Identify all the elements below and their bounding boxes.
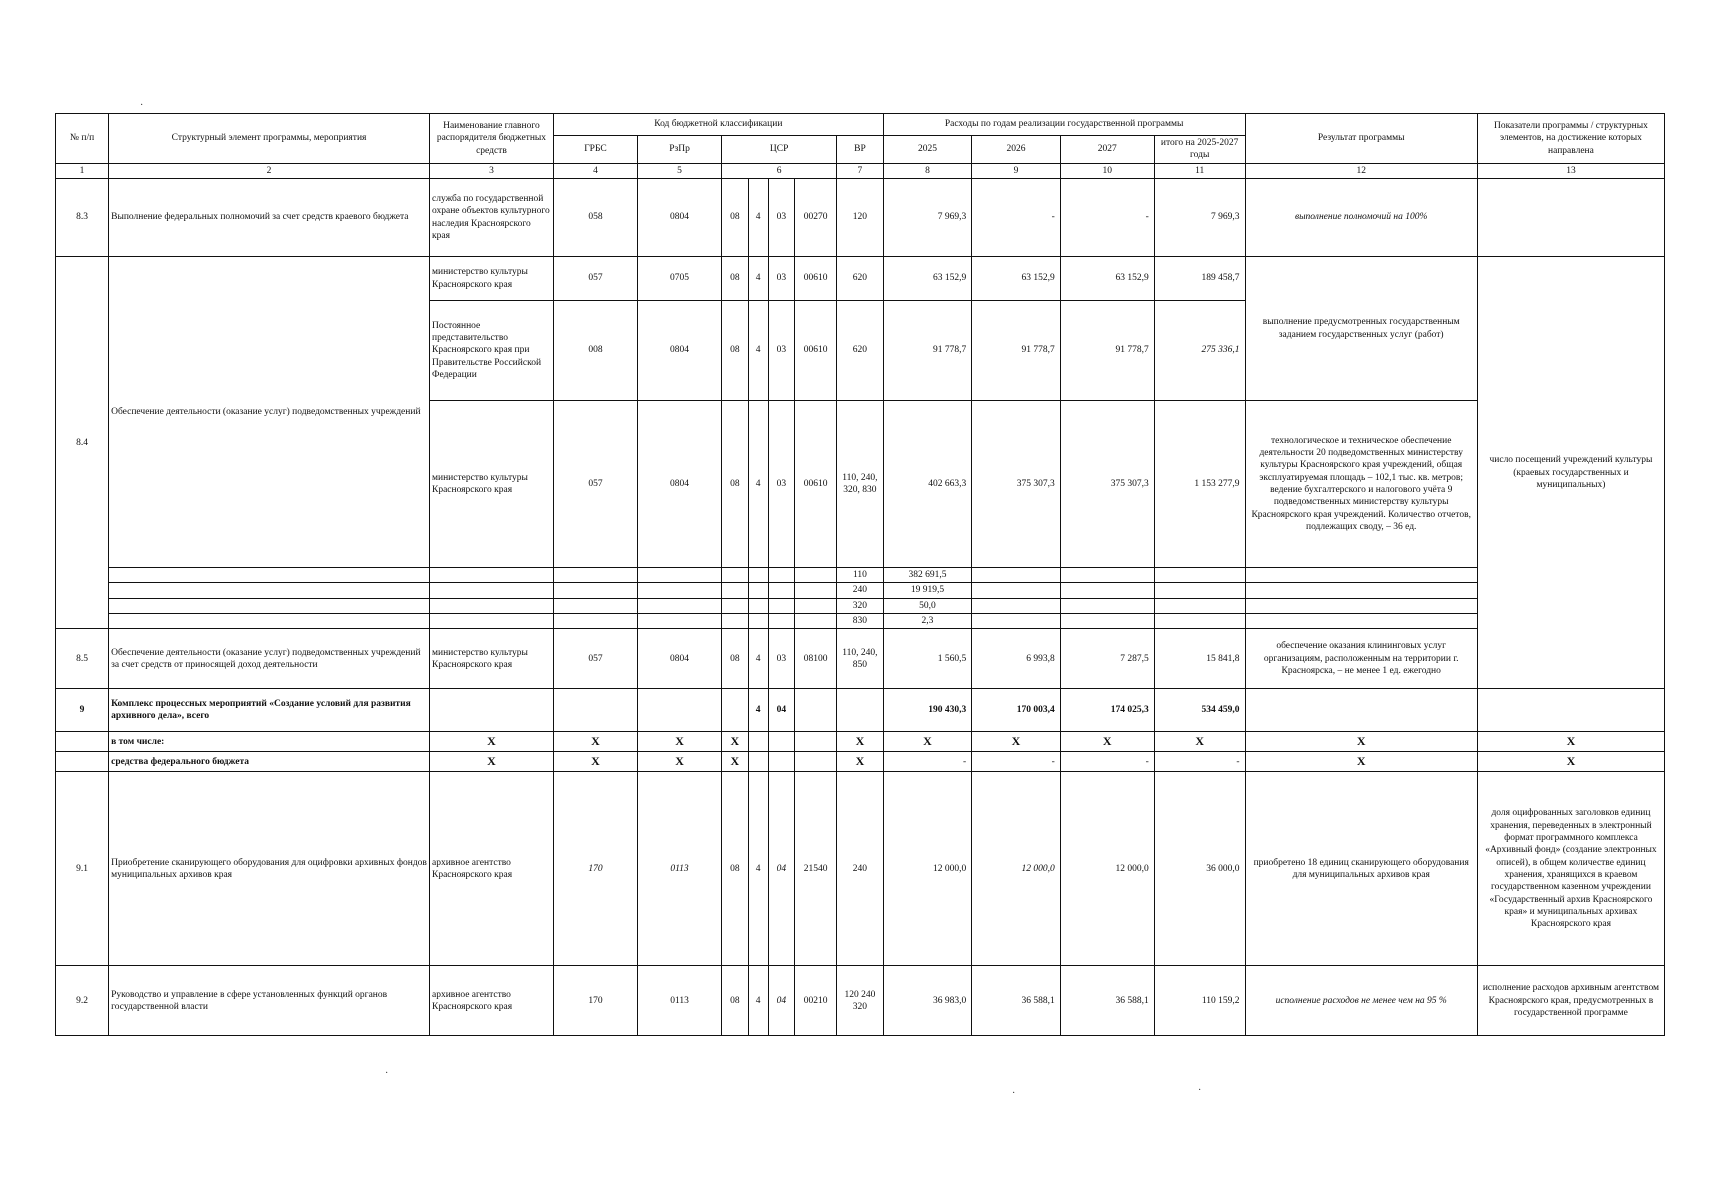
empty-cell: [1154, 614, 1245, 629]
empty-cell: [1060, 614, 1154, 629]
empty-cell: [1245, 583, 1477, 598]
x-mark: X: [1477, 732, 1664, 752]
col-number: 4: [553, 163, 637, 178]
amount-2026: -: [972, 752, 1061, 772]
empty-cell: [768, 598, 795, 613]
empty-cell: [638, 568, 722, 583]
empty-cell: [795, 614, 837, 629]
csr-part: 08: [722, 772, 749, 966]
col-vr-header: ВР: [837, 136, 884, 164]
amount-2025: -: [883, 752, 972, 772]
empty-cell: [56, 752, 109, 772]
amount-2025: 382 691,5: [883, 568, 972, 583]
csr-part: 4: [748, 179, 768, 257]
x-mark: X: [638, 732, 722, 752]
element-name: Руководство и управление в сфере установленных функций органов государственной власти: [109, 966, 430, 1036]
csr-part: 00610: [795, 301, 837, 401]
rzpr-code: 0804: [638, 179, 722, 257]
empty-cell: [56, 732, 109, 752]
rzpr-code: 0804: [638, 629, 722, 689]
empty-cell: [553, 689, 637, 732]
rzpr-code: 0113: [638, 966, 722, 1036]
col-number: 8: [883, 163, 972, 178]
empty-cell: [795, 689, 837, 732]
x-mark: X: [553, 752, 637, 772]
csr-part: 08: [722, 629, 749, 689]
amount-total: 15 841,8: [1154, 629, 1245, 689]
x-mark: X: [1154, 732, 1245, 752]
col-number: 1: [56, 163, 109, 178]
amount-2025: 1 560,5: [883, 629, 972, 689]
breakdown-row: [56, 583, 1665, 598]
program-result: исполнение расходов не менее чем на 95 %: [1245, 966, 1477, 1036]
empty-cell: [109, 583, 430, 598]
amount-2025: 91 778,7: [883, 301, 972, 401]
grbs-code: 057: [553, 257, 637, 301]
table-row: [56, 179, 1665, 257]
amount-2026: 12 000,0: [972, 772, 1061, 966]
program-indicator: доля оцифрованных заголовков единиц хранения, переведенных в электронный формат программного комплекса «Архивный фонд» (создание электронных описей), в общем количестве единиц хранения, хранящихся в краевом государственном казенном учреждении «Государственный архив Красноярского края» и муниципальных архивах Красноярского края: [1477, 772, 1664, 966]
grbs-code: 058: [553, 179, 637, 257]
program-result: выполнение полномочий на 100%: [1245, 179, 1477, 257]
manager-name: Постоянное представительство Красноярского края при Правительстве Российской Федерации: [429, 301, 553, 401]
amount-2027: -: [1060, 179, 1154, 257]
manager-name: архивное агентство Красноярского края: [429, 966, 553, 1036]
empty-cell: [109, 614, 430, 629]
amount-2025: 12 000,0: [883, 772, 972, 966]
amount-2027: -: [1060, 752, 1154, 772]
col-number: 12: [1245, 163, 1477, 178]
vr-code: 240: [837, 772, 884, 966]
program-result: приобретено 18 единиц сканирующего оборудования для муниципальных архивов края: [1245, 772, 1477, 966]
element-name: средства федерального бюджета: [109, 752, 430, 772]
csr-part: 4: [748, 301, 768, 401]
element-name: Выполнение федеральных полномочий за счет средств краевого бюджета: [109, 179, 430, 257]
amount-total: 275 336,1: [1154, 301, 1245, 401]
empty-cell: [795, 568, 837, 583]
csr-part: 00210: [795, 966, 837, 1036]
table-row: [56, 966, 1665, 1036]
empty-cell: [795, 583, 837, 598]
amount-total: -: [1154, 752, 1245, 772]
amount-total: 7 969,3: [1154, 179, 1245, 257]
expenses-header: Расходы по годам реализации государственной программы: [883, 114, 1245, 136]
amount-2025: 19 919,5: [883, 583, 972, 598]
empty-cell: [795, 752, 837, 772]
grbs-code: 057: [553, 401, 637, 568]
empty-cell: [429, 598, 553, 613]
x-mark: X: [837, 752, 884, 772]
col-element-header: Структурный элемент программы, мероприятия: [109, 114, 430, 164]
empty-cell: [722, 583, 749, 598]
scan-mark: ·: [385, 1068, 389, 1079]
csr-part: 08: [722, 301, 749, 401]
amount-2026: 63 152,9: [972, 257, 1061, 301]
indicator-cell: [1477, 179, 1664, 257]
budget-table: [55, 113, 1665, 1036]
col-num-header: № п/п: [56, 114, 109, 164]
empty-cell: [1060, 568, 1154, 583]
manager-name: министерство культуры Красноярского края: [429, 629, 553, 689]
amount-total: 1 153 277,9: [1154, 401, 1245, 568]
empty-cell: [722, 598, 749, 613]
empty-cell: [429, 614, 553, 629]
vr-code: 110, 240, 850: [837, 629, 884, 689]
x-mark: X: [429, 732, 553, 752]
element-name: Комплекс процессных мероприятий «Создание условий для развития архивного дела», всего: [109, 689, 430, 732]
empty-cell: [768, 614, 795, 629]
element-name: Обеспечение деятельности (оказание услуг) подведомственных учреждений за счет средств от приносящей доход деятельности: [109, 629, 430, 689]
empty-cell: [1154, 583, 1245, 598]
vr-code: 830: [837, 614, 884, 629]
col-2026-header: 2026: [972, 136, 1061, 164]
col-grbs-header: ГРБС: [553, 136, 637, 164]
csr-part: 04: [768, 689, 795, 732]
col-number: 6: [722, 163, 837, 178]
col-number: 13: [1477, 163, 1664, 178]
element-name: в том числе:: [109, 732, 430, 752]
amount-2027: 12 000,0: [1060, 772, 1154, 966]
amount-2025: 190 430,3: [883, 689, 972, 732]
empty-cell: [748, 732, 768, 752]
rzpr-code: 0804: [638, 401, 722, 568]
x-mark: X: [429, 752, 553, 772]
x-mark: X: [722, 752, 749, 772]
csr-part: 4: [748, 629, 768, 689]
amount-2025: 50,0: [883, 598, 972, 613]
row-number: 9.2: [56, 966, 109, 1036]
col-gr-header: Наименование главного распорядителя бюджетных средств: [429, 114, 553, 164]
empty-cell: [1154, 598, 1245, 613]
col-number: 10: [1060, 163, 1154, 178]
empty-cell: [429, 568, 553, 583]
col-number: 3: [429, 163, 553, 178]
empty-cell: [795, 598, 837, 613]
csr-part: 04: [768, 772, 795, 966]
empty-cell: [1245, 568, 1477, 583]
empty-cell: [429, 689, 553, 732]
amount-total: 534 459,0: [1154, 689, 1245, 732]
column-number-row: [56, 163, 1665, 178]
empty-cell: [638, 614, 722, 629]
empty-cell: [768, 568, 795, 583]
empty-cell: [768, 732, 795, 752]
csr-part: 03: [768, 301, 795, 401]
col-result-header: Результат программы: [1245, 114, 1477, 164]
table-row: [56, 732, 1665, 752]
vr-code: 240: [837, 583, 884, 598]
empty-cell: [638, 689, 722, 732]
amount-total: 189 458,7: [1154, 257, 1245, 301]
vr-code: 110, 240, 320, 830: [837, 401, 884, 568]
x-mark: X: [553, 732, 637, 752]
empty-cell: [1245, 614, 1477, 629]
col-number: 7: [837, 163, 884, 178]
empty-cell: [553, 598, 637, 613]
col-number: 5: [638, 163, 722, 178]
program-result: обеспечение оказания клининговых услуг организациям, расположенным на территории г. Красноярска, – не менее 1 ед. ежегодно: [1245, 629, 1477, 689]
amount-2026: 36 588,1: [972, 966, 1061, 1036]
csr-part: 00610: [795, 401, 837, 568]
csr-part: 03: [768, 629, 795, 689]
amount-2027: 7 287,5: [1060, 629, 1154, 689]
x-mark: X: [722, 732, 749, 752]
table-row: [56, 689, 1665, 732]
amount-total: 36 000,0: [1154, 772, 1245, 966]
empty-cell: [109, 598, 430, 613]
row-number: 8.3: [56, 179, 109, 257]
empty-cell: [972, 583, 1061, 598]
vr-code: 110: [837, 568, 884, 583]
empty-cell: [553, 614, 637, 629]
col-2025-header: 2025: [883, 136, 972, 164]
col-number: 2: [109, 163, 430, 178]
amount-2027: 174 025,3: [1060, 689, 1154, 732]
empty-cell: [768, 583, 795, 598]
csr-part: 4: [748, 689, 768, 732]
col-csr-header: ЦСР: [722, 136, 837, 164]
empty-cell: [972, 614, 1061, 629]
col-number: 11: [1154, 163, 1245, 178]
x-mark: X: [837, 732, 884, 752]
scan-mark: ·: [1012, 1088, 1016, 1099]
rzpr-code: 0804: [638, 301, 722, 401]
amount-2026: 375 307,3: [972, 401, 1061, 568]
col-total-header: итого на 2025-2027 годы: [1154, 136, 1245, 164]
amount-2027: 36 588,1: [1060, 966, 1154, 1036]
amount-2025: 63 152,9: [883, 257, 972, 301]
empty-cell: [722, 689, 749, 732]
empty-cell: [748, 752, 768, 772]
empty-cell: [638, 583, 722, 598]
manager-name: министерство культуры Красноярского края: [429, 257, 553, 301]
empty-cell: [1245, 598, 1477, 613]
row-number: 8.5: [56, 629, 109, 689]
csr-part: 03: [768, 257, 795, 301]
empty-cell: [553, 568, 637, 583]
grbs-code: 170: [553, 772, 637, 966]
row-number: 8.4: [56, 257, 109, 629]
x-mark: X: [972, 732, 1061, 752]
col-rzpr-header: РзПр: [638, 136, 722, 164]
empty-cell: [748, 614, 768, 629]
csr-part: 21540: [795, 772, 837, 966]
empty-cell: [768, 752, 795, 772]
table-row: [56, 772, 1665, 966]
empty-cell: [1060, 583, 1154, 598]
x-mark: X: [1245, 732, 1477, 752]
vr-code: 620: [837, 257, 884, 301]
element-name: Приобретение сканирующего оборудования для оцифровки архивных фондов муниципальных архивов края: [109, 772, 430, 966]
empty-cell: [638, 598, 722, 613]
empty-cell: [429, 583, 553, 598]
x-mark: X: [638, 752, 722, 772]
row-number: 9.1: [56, 772, 109, 966]
empty-cell: [748, 583, 768, 598]
grbs-code: 008: [553, 301, 637, 401]
amount-2027: 375 307,3: [1060, 401, 1154, 568]
empty-cell: [722, 568, 749, 583]
x-mark: X: [1477, 752, 1664, 772]
row-number: 9: [56, 689, 109, 732]
scan-mark: ·: [140, 100, 144, 111]
amount-2027: 63 152,9: [1060, 257, 1154, 301]
x-mark: X: [1245, 752, 1477, 772]
csr-part: 4: [748, 966, 768, 1036]
amount-2025: 2,3: [883, 614, 972, 629]
col-indicators-header: Показатели программы / структурных элементов, на достижение которых направлена: [1477, 114, 1664, 164]
table-row: [56, 629, 1665, 689]
empty-cell: [1154, 568, 1245, 583]
empty-cell: [553, 583, 637, 598]
x-mark: X: [1060, 732, 1154, 752]
csr-part: 08: [722, 179, 749, 257]
csr-part: 08100: [795, 629, 837, 689]
program-result: выполнение предусмотренных государственным заданием государственных услуг (работ): [1245, 257, 1477, 401]
empty-cell: [109, 568, 430, 583]
vr-code: 320: [837, 598, 884, 613]
amount-2025: 402 663,3: [883, 401, 972, 568]
breakdown-row: [56, 568, 1665, 583]
amount-2025: 36 983,0: [883, 966, 972, 1036]
empty-cell: [1245, 689, 1477, 732]
csr-part: 00270: [795, 179, 837, 257]
grbs-code: 057: [553, 629, 637, 689]
csr-part: 08: [722, 257, 749, 301]
x-mark: X: [883, 732, 972, 752]
program-result: технологическое и техническое обеспечение деятельности 20 подведомственных министерству культуры Красноярского края учреждений, общая эксплуатируемая площадь – 102,1 тыс. кв. метров; ведение бухгалтерского и налогового учёта 9 подведомственных министерству культуры Красноярского края учреждений. Количество отчетов, подлежащих своду, – 36 ед.: [1245, 401, 1477, 568]
breakdown-row: [56, 598, 1665, 613]
csr-part: 08: [722, 401, 749, 568]
rzpr-code: 0705: [638, 257, 722, 301]
amount-2027: 91 778,7: [1060, 301, 1154, 401]
vr-code: 120 240 320: [837, 966, 884, 1036]
csr-part: 00610: [795, 257, 837, 301]
empty-cell: [1477, 689, 1664, 732]
col-number: 9: [972, 163, 1061, 178]
empty-cell: [837, 689, 884, 732]
table-row: [56, 257, 1665, 301]
element-name: Обеспечение деятельности (оказание услуг) подведомственных учреждений: [109, 257, 430, 568]
empty-cell: [1060, 598, 1154, 613]
vr-code: 620: [837, 301, 884, 401]
vr-code: 120: [837, 179, 884, 257]
empty-cell: [972, 568, 1061, 583]
csr-part: 03: [768, 401, 795, 568]
csr-part: 4: [748, 257, 768, 301]
program-indicator: число посещений учреждений культуры (краевых государственных и муниципальных): [1477, 257, 1664, 689]
breakdown-row: [56, 614, 1665, 629]
amount-total: 110 159,2: [1154, 966, 1245, 1036]
csr-part: 08: [722, 966, 749, 1036]
csr-part: 03: [768, 179, 795, 257]
program-indicator: исполнение расходов архивным агентством Красноярского края, предусмотренных в государственной программе: [1477, 966, 1664, 1036]
amount-2025: 7 969,3: [883, 179, 972, 257]
table-row: [56, 752, 1665, 772]
scan-mark: ·: [1198, 1085, 1202, 1096]
kbk-header: Код бюджетной классификации: [553, 114, 883, 136]
amount-2026: -: [972, 179, 1061, 257]
csr-part: 4: [748, 772, 768, 966]
grbs-code: 170: [553, 966, 637, 1036]
header-row: [56, 114, 1665, 136]
rzpr-code: 0113: [638, 772, 722, 966]
manager-name: архивное агентство Красноярского края: [429, 772, 553, 966]
empty-cell: [748, 568, 768, 583]
amount-2026: 91 778,7: [972, 301, 1061, 401]
col-2027-header: 2027: [1060, 136, 1154, 164]
amount-2026: 170 003,4: [972, 689, 1061, 732]
empty-cell: [722, 614, 749, 629]
amount-2026: 6 993,8: [972, 629, 1061, 689]
empty-cell: [795, 732, 837, 752]
csr-part: 04: [768, 966, 795, 1036]
empty-cell: [972, 598, 1061, 613]
manager-name: министерство культуры Красноярского края: [429, 401, 553, 568]
csr-part: 4: [748, 401, 768, 568]
manager-name: служба по государственной охране объектов культурного наследия Красноярского края: [429, 179, 553, 257]
empty-cell: [748, 598, 768, 613]
